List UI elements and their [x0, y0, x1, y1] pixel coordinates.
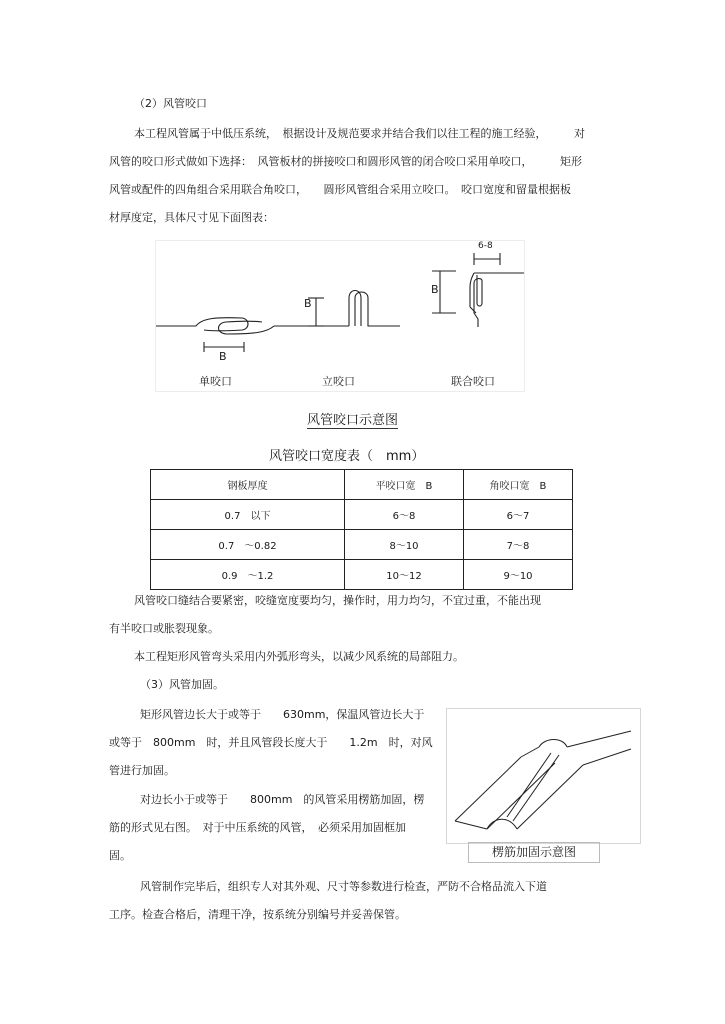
combined-seam-drawing: [432, 253, 524, 327]
cell-flat: 6～8: [345, 500, 464, 530]
header-corner-seam: 角咬口宽 B: [464, 470, 573, 500]
cell-thickness: 0.9 ～1.2: [151, 560, 345, 590]
header-flat-seam: 平咬口宽 B: [345, 470, 464, 500]
para5-line-2: 筋的形式见右图。 对于中压系统的风管， 必须采用加固框加: [109, 821, 406, 834]
standing-seam-dim-b: B: [304, 297, 312, 310]
para6-line-2: 工序。检查合格后，清理干净，按系统分别编号并妥善保管。: [109, 908, 406, 921]
para5-line-1: 对边长小于或等于 800mm 的风管采用楞筋加固，楞: [140, 793, 425, 806]
section-2-heading: （2）风管咬口: [134, 97, 207, 110]
para1-line-2: 风管的咬口形式做如下选择： 风管板材的拼接咬口和圆形风管的闭合咬口采用单咬口， 矩形: [109, 155, 582, 168]
para4-line-3: 管进行加固。: [109, 764, 175, 777]
rib-reinforcement-figure: [446, 708, 641, 844]
cell-flat: 8～10: [345, 530, 464, 560]
para6-line-1: 风管制作完毕后，组织专人对其外观、尺寸等参数进行检查，严防不合格品流入下道: [140, 880, 547, 893]
para4-line-1: 矩形风管边长大于或等于 630mm，保温风管边长大于: [140, 708, 425, 721]
seam-drawings: [156, 241, 524, 391]
table-row: [151, 530, 573, 560]
table-row: [151, 500, 573, 530]
header-thickness: 钢板厚度: [151, 470, 345, 500]
single-seam-label: 单咬口: [199, 375, 232, 388]
single-seam-dim-b: B: [219, 350, 227, 363]
single-seam-drawing: [156, 318, 313, 352]
combined-seam-label: 联合咬口: [451, 375, 495, 388]
para1-line-1: 本工程风管属于中低压系统， 根据设计及规范要求并结合我们以往工程的施工经验， 对: [134, 127, 585, 140]
cell-corner: 9～10: [464, 560, 573, 590]
para1-line-3: 风管或配件的四角组合采用联合角咬口， 圆形风管组合采用立咬口。 咬口宽度和留量根据板: [109, 183, 571, 196]
rib-drawing: [447, 709, 640, 843]
para4-line-2: 或等于 800mm 时，并且风管段长度大于 1.2m 时，对风: [109, 736, 433, 749]
combined-seam-dim-b: B: [431, 283, 439, 296]
combined-seam-dim-68: 6-8: [478, 241, 493, 251]
seam-diagram: [155, 240, 525, 392]
section-3-heading: （3）风管加固。: [140, 678, 224, 691]
cell-corner: 6～7: [464, 500, 573, 530]
para5-line-3: 固。: [109, 849, 131, 862]
paragraph-elbow: 本工程矩形风管弯头采用内外弧形弯头，以减少风系统的局部阻力。: [134, 650, 464, 663]
table-header-row: [151, 470, 573, 500]
standing-seam-drawing: [308, 291, 400, 327]
seam-width-table: [150, 469, 573, 590]
cell-corner: 7～8: [464, 530, 573, 560]
cell-thickness: 0.7 ～0.82: [151, 530, 345, 560]
standing-seam-label: 立咬口: [322, 375, 355, 388]
cell-flat: 10～12: [345, 560, 464, 590]
para2-line-2: 有半咬口或胀裂现象。: [109, 622, 219, 635]
para2-line-1: 风管咬口缝结合要紧密，咬缝宽度要均匀，操作时，用力均匀，不宜过重，不能出现: [134, 594, 541, 607]
para1-line-4: 材厚度定，具体尺寸见下面图表：: [109, 211, 274, 224]
table-title: 风管咬口宽度表（ mm）: [269, 449, 425, 464]
diagram-caption: 风管咬口示意图: [307, 409, 398, 429]
rib-caption: 楞筋加固示意图: [468, 842, 600, 863]
cell-thickness: 0.7 以下: [151, 500, 345, 530]
table-row: [151, 560, 573, 590]
